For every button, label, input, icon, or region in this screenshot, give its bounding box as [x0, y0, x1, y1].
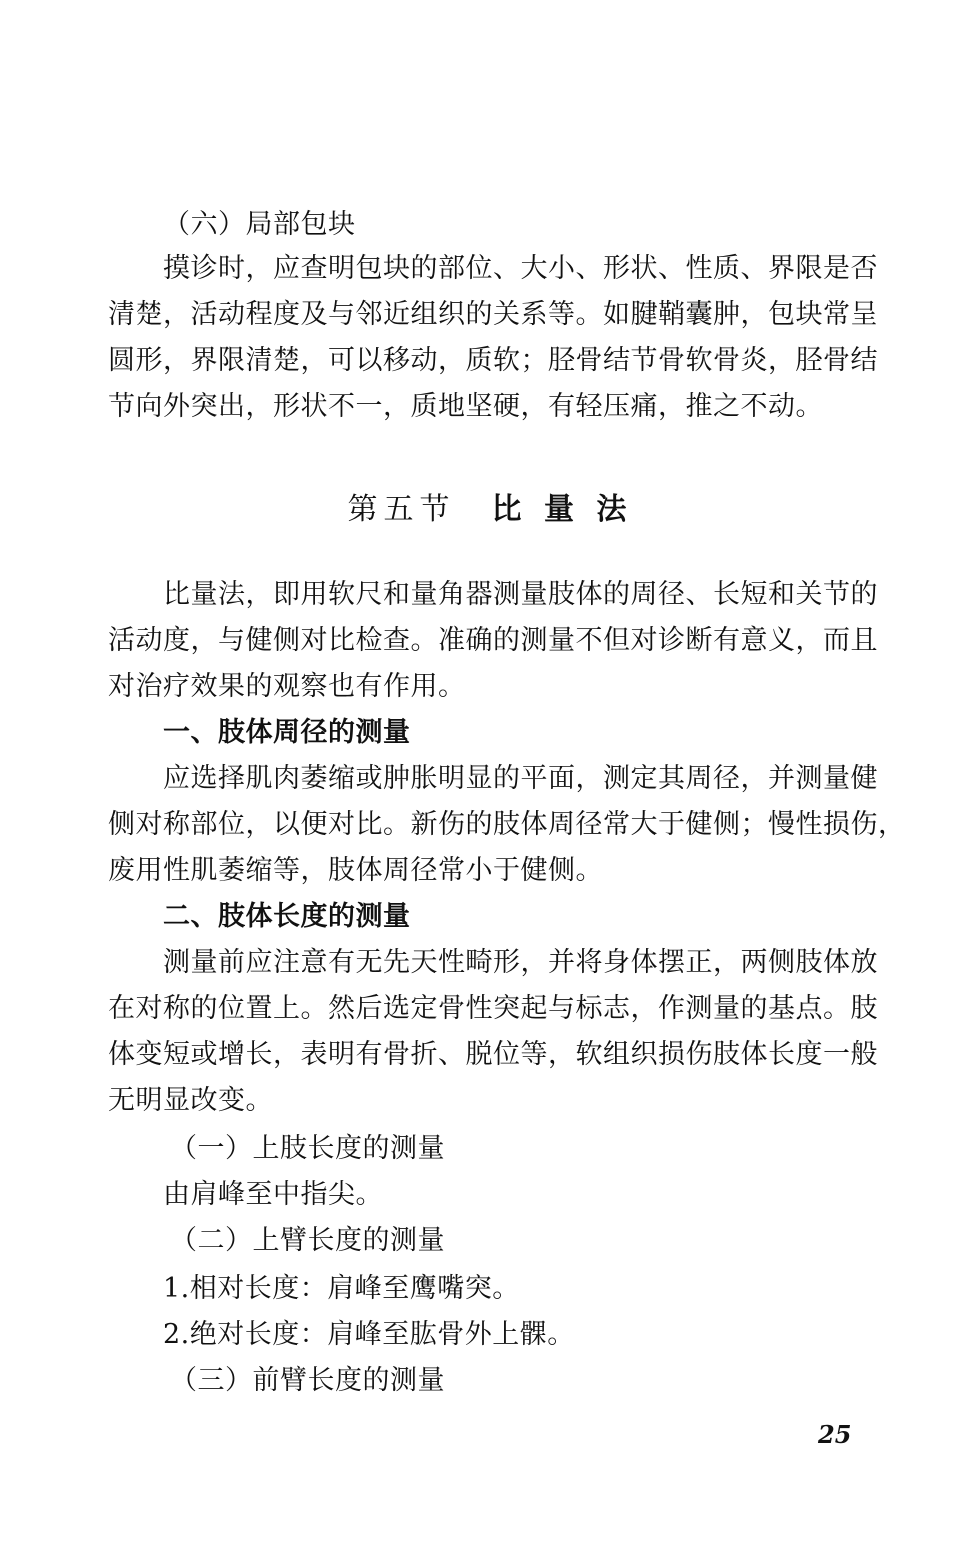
paragraph-line: 测量前应注意有无先天性畸形，并将身体摆正，两侧肢体放 [163, 947, 878, 978]
paragraph-line: 活动度，与健侧对比检查。准确的测量不但对诊断有意义，而且 [108, 625, 878, 656]
section-title [0, 490, 980, 530]
list-item-relative-length: 1.相对长度：肩峰至鹰嘴突。 [163, 1273, 520, 1304]
paragraph-line: 侧对称部位，以便对比。新伤的肢体周径常大于健侧；慢性损伤， [108, 809, 906, 840]
paragraph-line: 圆形，界限清楚，可以移动，质软；胫骨结节骨软骨炎，胫骨结 [108, 345, 878, 376]
list-item-absolute-length: 2.绝对长度：肩峰至肱骨外上髁。 [163, 1319, 575, 1350]
subheading-upper-limb: （一）上肢长度的测量 [170, 1133, 445, 1164]
paragraph-line: 无明显改变。 [108, 1085, 273, 1116]
subheading-local-mass: （六）局部包块 [163, 209, 356, 240]
heading-circumference: 一、肢体周径的测量 [163, 717, 411, 748]
paragraph-line: 比量法，即用软尺和量角器测量肢体的周径、长短和关节的 [163, 579, 878, 610]
subheading-upper-arm: （二）上臂长度的测量 [170, 1225, 445, 1256]
heading-length: 二、肢体长度的测量 [163, 901, 411, 932]
section-name: 比 量 法 [491, 492, 633, 527]
paragraph-line: 摸诊时，应查明包块的部位、大小、形状、性质、界限是否 [163, 253, 878, 284]
paragraph-line: 由肩峰至中指尖。 [163, 1179, 383, 1210]
paragraph-line: 节向外突出，形状不一，质地坚硬，有轻压痛，推之不动。 [108, 391, 823, 422]
section-number: 第五节 [347, 492, 456, 527]
paragraph-line: 废用性肌萎缩等，肢体周径常小于健侧。 [108, 855, 603, 886]
paragraph-line: 清楚，活动程度及与邻近组织的关系等。如腱鞘囊肿，包块常呈 [108, 299, 878, 330]
paragraph-line: 体变短或增长，表明有骨折、脱位等，软组织损伤肢体长度一般 [108, 1039, 878, 1070]
paragraph-line: 在对称的位置上。然后选定骨性突起与标志，作测量的基点。肢 [108, 993, 878, 1024]
subheading-forearm: （三）前臂长度的测量 [170, 1365, 445, 1396]
paragraph-line: 应选择肌肉萎缩或肿胀明显的平面，测定其周径，并测量健 [163, 763, 878, 794]
paragraph-line: 对治疗效果的观察也有作用。 [108, 671, 466, 702]
page-number: 25 [818, 1420, 852, 1449]
